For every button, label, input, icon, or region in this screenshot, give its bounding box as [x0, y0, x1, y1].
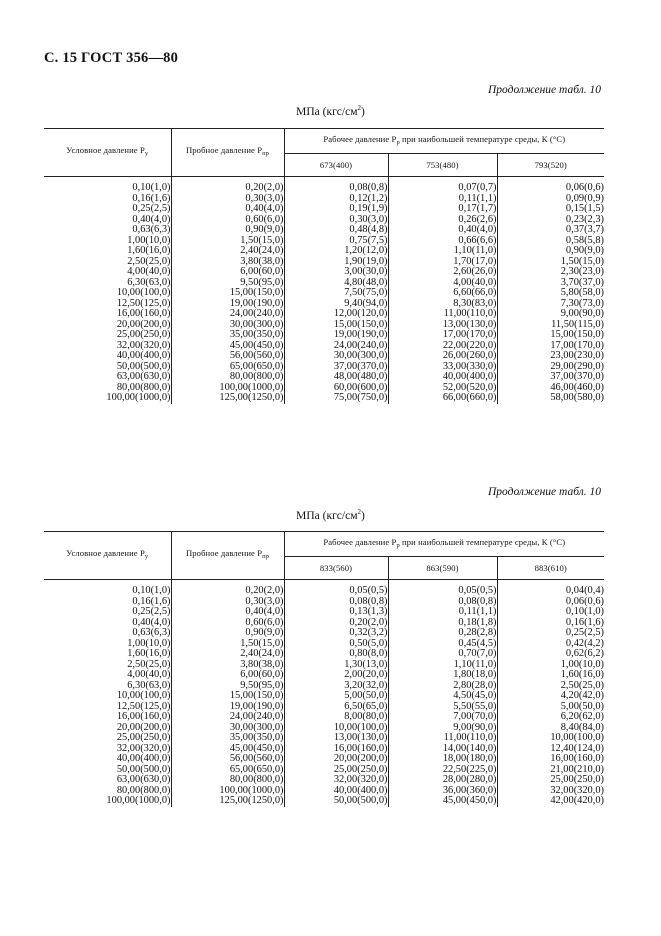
table-cell: 0,40(4,0) — [132, 213, 171, 225]
table-cell: 0,20(2,0) — [245, 182, 284, 193]
table-cell: 1,10(11,0) — [453, 245, 497, 256]
table-cell: 5,00(50,0) — [344, 690, 388, 701]
table-cell: 15,00(150,0) — [550, 329, 604, 340]
table-cell: 0,06(0,6) — [565, 182, 604, 193]
table-cell: 75,00(750,0) — [333, 392, 388, 403]
table-cell: 10,00(100,0) — [116, 287, 171, 298]
table-cell: 0,04(0,4) — [565, 585, 604, 596]
table-cell: 0,25(2,5) — [132, 203, 171, 214]
table-cell: 0,05(0,5) — [458, 585, 497, 596]
table-cell: 30,00(300,0) — [229, 318, 284, 330]
working-pressure-column — [284, 177, 388, 404]
table-cell: 1,70(17,0) — [453, 255, 497, 267]
table-cell: 0,42(4,2) — [565, 637, 604, 649]
table-cell: 40,00(400,0) — [116, 753, 171, 764]
table-cell: 50,00(500,0) — [116, 763, 171, 775]
table-cell: 7,50(75,0) — [344, 287, 388, 298]
table-cell: 29,00(290,0) — [550, 360, 604, 372]
table-cell: 5,50(55,0) — [453, 700, 497, 712]
table-cell: 9,50(95,0) — [240, 276, 284, 288]
units-label: МПа $(кгс/см^2)$ — [296, 104, 365, 118]
table-cell: 100,00(1000,0) — [106, 392, 171, 403]
table-cell: 0,40(4,0) — [132, 616, 171, 628]
table-cell: 63,00(630,0) — [116, 371, 171, 382]
table-cell: 2,50(25,0) — [127, 658, 171, 670]
table-cell: 9,00(90,0) — [453, 721, 497, 733]
table-cell: 9,50(95,0) — [240, 679, 284, 691]
table-cell: 6,30(63,0) — [127, 276, 171, 288]
table-cell: 3,80(38,0) — [240, 658, 284, 670]
table-cell: 6,00(60,0) — [240, 669, 284, 680]
table-cell: 24,00(240,0) — [229, 711, 284, 722]
table-cell: 2,00(20,0) — [344, 669, 388, 680]
table-cell: 19,00(190,0) — [229, 297, 284, 309]
table-cell: 1,60(16,0) — [127, 245, 171, 256]
table-cell: 25,00(250,0) — [333, 763, 388, 775]
table-cell: 40,00(400,0) — [116, 350, 171, 361]
nominal-pressure-column — [44, 580, 171, 807]
table-cell: 0,25(2,5) — [565, 627, 604, 638]
table-cell: 12,00(120,0) — [333, 308, 388, 319]
working-pressure-column — [388, 580, 497, 807]
table-cell: 80,00(800,0) — [229, 371, 284, 382]
table-cell: 15,00(150,0) — [229, 690, 284, 701]
table-cell: 10,00(100,0) — [550, 732, 604, 743]
table-cell: 1,50(15,0) — [560, 255, 604, 267]
table-cell: 32,00(320,0) — [333, 774, 388, 785]
table-cell: 63,00(630,0) — [116, 774, 171, 785]
table-cell: 1,50(15,0) — [240, 234, 284, 246]
table-cell: 3,20(32,0) — [344, 679, 388, 691]
table-cell: 50,00(500,0) — [116, 360, 171, 372]
table-cell: 16,00(160,0) — [333, 742, 388, 754]
table-cell: 0,09(0,9) — [565, 192, 604, 204]
table-cell: 4,00(40,0) — [453, 276, 497, 288]
table-cell: 0,10(1,0) — [132, 585, 171, 596]
table-cell: 0,66(6,6) — [458, 234, 497, 246]
table-cell: 20,00(200,0) — [333, 753, 388, 764]
table-cell: 100,00(1000,0) — [106, 795, 171, 806]
table-cell: 15,00(150,0) — [333, 318, 388, 330]
table-cell: 0,16(1,6) — [565, 616, 604, 628]
temp-header: 793(520) — [497, 154, 604, 177]
table-cell: 20,00(200,0) — [116, 721, 171, 733]
table-cell: 10,00(100,0) — [333, 721, 388, 733]
table-cell: 0,58(5,8) — [565, 234, 604, 246]
table-cell: 1,10(11,0) — [453, 658, 497, 670]
table-cell: 40,00(400,0) — [442, 371, 497, 382]
table-body-row — [44, 580, 604, 807]
table-cell: 0,23(2,3) — [565, 213, 604, 225]
table-cell: 0,06(0,6) — [565, 595, 604, 607]
table-cell: 1,60(16,0) — [127, 648, 171, 659]
table-cell: 22,00(220,0) — [442, 339, 497, 351]
table-cell: 2,40(24,0) — [240, 245, 284, 256]
pressure-table — [44, 531, 604, 807]
table-cell: 23,00(230,0) — [550, 350, 604, 361]
table-cell: 45,00(450,0) — [229, 339, 284, 351]
table-cell: 0,48(4,8) — [349, 224, 388, 235]
table-cell: 65,00(650,0) — [229, 763, 284, 775]
table-cell: 0,63(6,3) — [132, 224, 171, 235]
table-cell: 36,00(360,0) — [442, 784, 497, 796]
table-cell: 56,00(560,0) — [229, 753, 284, 764]
table-cell: 8,00(80,0) — [344, 711, 388, 722]
table-cell: 0,16(1,6) — [132, 192, 171, 204]
table-cell: 66,00(660,0) — [442, 392, 497, 403]
temp-header: 883(610) — [497, 557, 604, 580]
table-cell: 0,25(2,5) — [132, 606, 171, 617]
table-cell: 25,00(250,0) — [550, 774, 604, 785]
table-cell: 24,00(240,0) — [333, 339, 388, 351]
table-cell: 13,00(130,0) — [333, 732, 388, 743]
table-cell: 15,00(150,0) — [229, 287, 284, 298]
table-cell: 80,00(800,0) — [116, 784, 171, 796]
table-cell: 6,00(60,0) — [240, 266, 284, 277]
table-cell: 100,00(1000,0) — [219, 784, 284, 796]
table-cell: 9,40(94,0) — [344, 297, 388, 309]
table-cell: 16,00(160,0) — [550, 753, 604, 764]
pressure-table — [44, 128, 604, 404]
table-cell: 0,08(0,8) — [349, 595, 388, 607]
table-cell: 37,00(370,0) — [550, 371, 604, 382]
col-header-nominal-pressure: Условное давление $P_у$ — [44, 532, 171, 580]
table-cell: 19,00(190,0) — [229, 700, 284, 712]
working-pressure-column — [284, 580, 388, 807]
table-cell: 8,40(84,0) — [560, 721, 604, 733]
col-header-test-pressure: Пробное давление $P_{пр}$ — [171, 129, 284, 177]
table-cell: 37,00(370,0) — [333, 360, 388, 372]
table-cell: 0,40(4,0) — [245, 203, 284, 214]
table-cell: 1,20(12,0) — [344, 245, 388, 256]
table-cell: 6,50(65,0) — [344, 700, 388, 712]
table-cell: 0,90(9,0) — [565, 245, 604, 256]
table-cell: 0,30(3,0) — [245, 595, 284, 607]
table-cell: 3,70(37,0) — [560, 276, 604, 288]
table-cell: 30,00(300,0) — [333, 350, 388, 361]
table-cell: 0,16(1,6) — [132, 595, 171, 607]
table-cell: 2,50(25,0) — [560, 679, 604, 691]
table-cell: 16,00(160,0) — [116, 308, 171, 319]
table-cell: 80,00(800,0) — [229, 774, 284, 785]
table-cell: 0,37(3,7) — [565, 224, 604, 235]
table-cell: 80,00(800,0) — [116, 381, 171, 393]
continuation-label: Продолжение табл. 10 — [488, 84, 601, 96]
table-cell: 0,90(9,0) — [245, 627, 284, 638]
table-cell: 0,40(4,0) — [458, 224, 497, 235]
continuation-label: Продолжение табл. 10 — [488, 486, 601, 498]
table-cell: 2,30(23,0) — [560, 266, 604, 277]
table-cell: 9,00(90,0) — [560, 308, 604, 319]
col-header-working-pressure: Рабочее давление $P_р$ при наибольшей температуре среды, К (°С) — [284, 129, 604, 154]
table-cell: 60,00(600,0) — [333, 381, 388, 393]
table-cell: 1,80(18,0) — [453, 669, 497, 680]
table-cell: 28,00(280,0) — [442, 774, 497, 785]
table-cell: 0,63(6,3) — [132, 627, 171, 638]
table-cell: 11,50(115,0) — [551, 318, 604, 330]
table-cell: 0,12(1,2) — [349, 192, 388, 204]
table-cell: 1,00(10,0) — [127, 637, 171, 649]
table-cell: 42,00(420,0) — [550, 795, 604, 806]
table-cell: 1,00(10,0) — [560, 658, 604, 670]
table-cell: 2,60(26,0) — [453, 266, 497, 277]
table-cell: 19,00(190,0) — [333, 329, 388, 340]
table-cell: 0,07(0,7) — [458, 182, 497, 193]
nominal-pressure-column — [44, 177, 171, 404]
table-cell: 48,00(480,0) — [333, 371, 388, 382]
table-cell: 32,00(320,0) — [116, 339, 171, 351]
table-cell: 3,00(30,0) — [344, 266, 388, 277]
col-header-working-pressure: Рабочее давление $P_р$ при наибольшей температуре среды, К (°С) — [284, 532, 604, 557]
table-cell: 0,30(3,0) — [349, 213, 388, 225]
page-header: С. 15 ГОСТ 356—80 — [44, 50, 179, 66]
table-cell: 1,00(10,0) — [127, 234, 171, 246]
temp-header: 673(400) — [284, 154, 388, 177]
table-cell: 12,50(125,0) — [116, 700, 171, 712]
table-cell: 6,20(62,0) — [560, 711, 604, 722]
table-cell: 25,00(250,0) — [116, 329, 171, 340]
table-cell: 26,00(260,0) — [442, 350, 497, 361]
table-cell: 2,40(24,0) — [240, 648, 284, 659]
table-cell: 14,00(140,0) — [442, 742, 497, 754]
table-cell: 17,00(170,0) — [442, 329, 497, 340]
table-cell: 8,30(83,0) — [453, 297, 497, 309]
table-cell: 0,40(4,0) — [245, 606, 284, 617]
temp-header: 863(590) — [388, 557, 497, 580]
table-cell: 0,08(0,8) — [458, 595, 497, 607]
table-cell: 0,05(0,5) — [349, 585, 388, 596]
table-cell: 1,50(15,0) — [240, 637, 284, 649]
table-cell: 6,60(66,0) — [453, 287, 497, 298]
table-cell: 125,00(1250,0) — [219, 795, 284, 806]
temp-header: 753(480) — [388, 154, 497, 177]
temp-header: 833(560) — [284, 557, 388, 580]
table-cell: 5,80(58,0) — [560, 287, 604, 298]
table-cell: 0,15(1,5) — [565, 203, 604, 214]
test-pressure-column — [171, 580, 284, 807]
table-cell: 100,00(1000,0) — [219, 381, 284, 393]
table-cell: 0,10(1,0) — [565, 606, 604, 617]
table-cell: 0,80(8,0) — [349, 648, 388, 659]
table-cell: 0,50(5,0) — [349, 637, 388, 649]
table-cell: 0,20(2,0) — [349, 616, 388, 628]
table-cell: 50,00(500,0) — [333, 795, 388, 806]
table-cell: 0,60(6,0) — [245, 616, 284, 628]
working-pressure-column — [497, 580, 604, 807]
table-cell: 24,00(240,0) — [229, 308, 284, 319]
table-cell: 65,00(650,0) — [229, 360, 284, 372]
table-cell: 0,18(1,8) — [458, 616, 497, 628]
working-pressure-column — [388, 177, 497, 404]
table-cell: 4,00(40,0) — [127, 266, 171, 277]
table-cell: 1,30(13,0) — [344, 658, 388, 670]
table-cell: 12,50(125,0) — [116, 297, 171, 309]
table-cell: 0,17(1,7) — [458, 203, 497, 214]
table-cell: 0,19(1,9) — [349, 203, 388, 214]
table-cell: 46,00(460,0) — [550, 381, 604, 393]
table-cell: 21,00(210,0) — [550, 763, 604, 775]
table-cell: 3,80(38,0) — [240, 255, 284, 267]
table-cell: 40,00(400,0) — [333, 784, 388, 796]
table-cell: 1,60(16,0) — [560, 669, 604, 680]
table-cell: 2,80(28,0) — [453, 679, 497, 691]
table-cell: 10,00(100,0) — [116, 690, 171, 701]
table-cell: 0,08(0,8) — [349, 182, 388, 193]
table-body-row — [44, 177, 604, 404]
table-cell: 4,20(42,0) — [560, 690, 604, 701]
table-cell: 4,00(40,0) — [127, 669, 171, 680]
table-cell: 52,00(520,0) — [442, 381, 497, 393]
table-cell: 25,00(250,0) — [116, 732, 171, 743]
table-cell: 0,30(3,0) — [245, 192, 284, 204]
table-cell: 58,00(580,0) — [550, 392, 604, 403]
table-cell: 6,30(63,0) — [127, 679, 171, 691]
table-cell: 0,60(6,0) — [245, 213, 284, 225]
table-cell: 0,13(1,3) — [349, 606, 388, 617]
table-cell: 16,00(160,0) — [116, 711, 171, 722]
table-cell: 0,20(2,0) — [245, 585, 284, 596]
table-cell: 125,00(1250,0) — [219, 392, 284, 403]
table-cell: 20,00(200,0) — [116, 318, 171, 330]
table-cell: 32,00(320,0) — [116, 742, 171, 754]
col-header-test-pressure: Пробное давление $P_{пр}$ — [171, 532, 284, 580]
table-cell: 35,00(350,0) — [229, 732, 284, 743]
table-cell: 5,00(50,0) — [560, 700, 604, 712]
table-cell: 1,90(19,0) — [344, 255, 388, 267]
table-cell: 7,30(73,0) — [560, 297, 604, 309]
table-cell: 2,50(25,0) — [127, 255, 171, 267]
table-cell: 0,11(1,1) — [458, 606, 497, 617]
table-cell: 12,40(124,0) — [550, 742, 604, 754]
table-cell: 0,32(3,2) — [349, 627, 388, 638]
table-cell: 56,00(560,0) — [229, 350, 284, 361]
table-cell: 4,80(48,0) — [344, 276, 388, 288]
table-cell: 45,00(450,0) — [442, 795, 497, 806]
working-pressure-column — [497, 177, 604, 404]
table-cell: 18,00(180,0) — [442, 753, 497, 764]
table-cell: 32,00(320,0) — [550, 784, 604, 796]
table-cell: 22,50(225,0) — [442, 763, 497, 775]
table-cell: 0,26(2,6) — [458, 213, 497, 225]
table-cell: 11,00(110,0) — [443, 308, 497, 319]
table-cell: 0,90(9,0) — [245, 224, 284, 235]
table-cell: 11,00(110,0) — [443, 732, 497, 743]
table-cell: 13,00(130,0) — [442, 318, 497, 330]
table-cell: 17,00(170,0) — [550, 339, 604, 351]
table-cell: 30,00(300,0) — [229, 721, 284, 733]
table-cell: 0,75(7,5) — [349, 234, 388, 246]
table-cell: 0,28(2,8) — [458, 627, 497, 638]
table-cell: 0,70(7,0) — [458, 648, 497, 659]
table-cell: 7,00(70,0) — [453, 711, 497, 722]
test-pressure-column — [171, 177, 284, 404]
col-header-nominal-pressure: Условное давление $P_у$ — [44, 129, 171, 177]
table-cell: 0,45(4,5) — [458, 637, 497, 649]
table-cell: 35,00(350,0) — [229, 329, 284, 340]
table-cell: 0,10(1,0) — [132, 182, 171, 193]
table-cell: 0,62(6,2) — [565, 648, 604, 659]
table-cell: 33,00(330,0) — [442, 360, 497, 372]
units-label: МПа $(кгс/см^2)$ — [296, 508, 365, 522]
table-cell: 0,11(1,1) — [458, 192, 497, 204]
table-cell: 4,50(45,0) — [453, 690, 497, 701]
table-cell: 45,00(450,0) — [229, 742, 284, 754]
